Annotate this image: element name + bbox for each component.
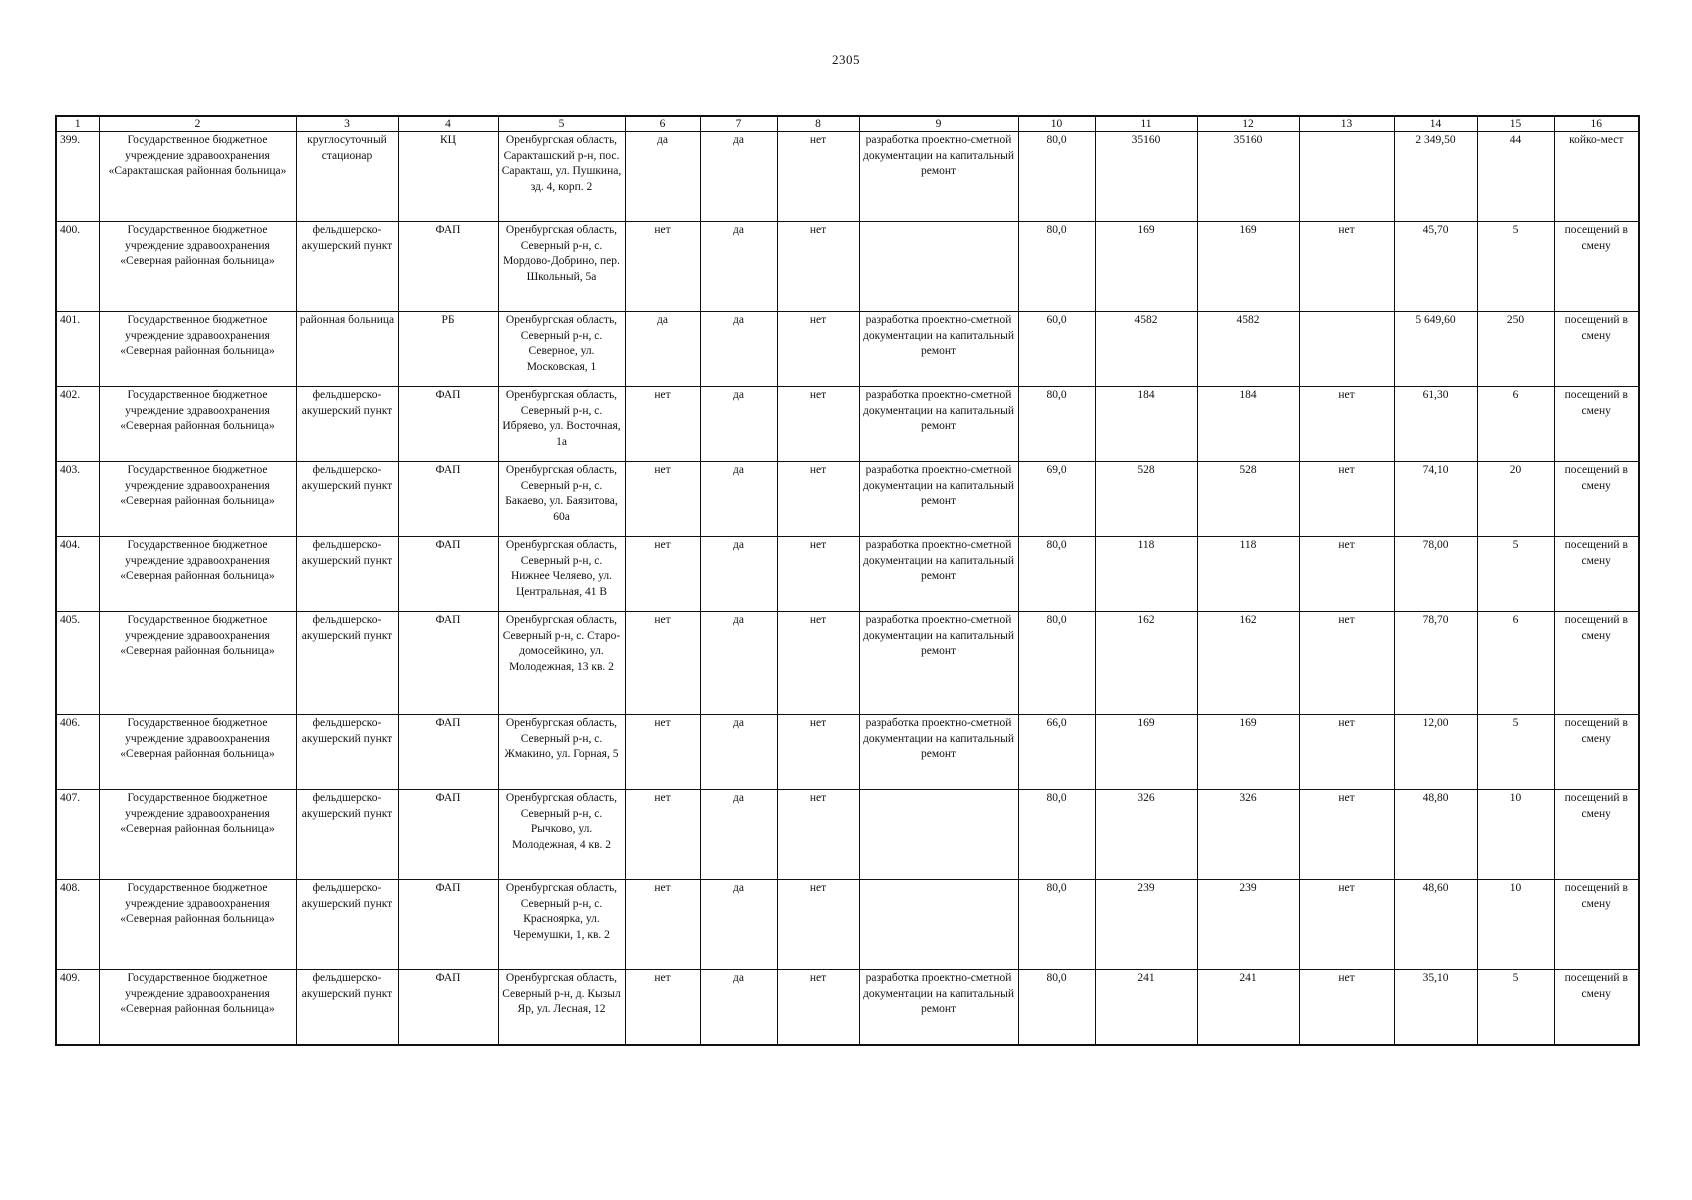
- cell-col12: 528: [1197, 462, 1299, 537]
- cell-col15: 5: [1477, 970, 1554, 1045]
- header-row: [56, 116, 1639, 132]
- row-number: 408.: [56, 880, 99, 970]
- capacity-unit: посещений в смену: [1554, 537, 1639, 612]
- organization-name: Государственное бюджетное учреждение здравоохранения «Северная районная больница»: [99, 222, 296, 312]
- facilities-table: [55, 115, 1640, 1046]
- facility-address: Оренбургская область, Саракташский р-н, пос. Саракташ, ул. Пушкина, зд. 4, корп. 2: [498, 132, 625, 222]
- table-row: [56, 222, 1639, 312]
- cell-col14: 35,10: [1394, 970, 1477, 1045]
- cell-col11: 162: [1095, 612, 1197, 715]
- cell-col7: да: [700, 462, 777, 537]
- cell-col15: 10: [1477, 880, 1554, 970]
- column-header: 13: [1299, 116, 1394, 132]
- column-header: 3: [296, 116, 398, 132]
- table-row: [56, 462, 1639, 537]
- row-number: 409.: [56, 970, 99, 1045]
- row-number: 400.: [56, 222, 99, 312]
- facility-address: Оренбургская область, Северный р-н, с. Жмакино, ул. Горная, 5: [498, 715, 625, 790]
- organization-name: Государственное бюджетное учреждение здравоохранения «Северная районная больница»: [99, 790, 296, 880]
- cell-col11: 241: [1095, 970, 1197, 1045]
- facility-kind: фельдшерско-акушерский пункт: [296, 222, 398, 312]
- cell-col7: да: [700, 222, 777, 312]
- cell-col7: да: [700, 612, 777, 715]
- cell-col11: 326: [1095, 790, 1197, 880]
- column-header: 6: [625, 116, 700, 132]
- facility-address: Оренбургская область, Северный р-н, с. Северное, ул. Московская, 1: [498, 312, 625, 387]
- facility-address: Оренбургская область, Северный р-н, с. Старо-домосейкино, ул. Молодежная, 13 кв. 2: [498, 612, 625, 715]
- cell-col15: 44: [1477, 132, 1554, 222]
- cell-col10: 80,0: [1018, 612, 1095, 715]
- cell-col6: да: [625, 312, 700, 387]
- cell-col7: да: [700, 537, 777, 612]
- table-row: [56, 537, 1639, 612]
- cell-col11: 169: [1095, 715, 1197, 790]
- row-number: 404.: [56, 537, 99, 612]
- facility-address: Оренбургская область, Северный р-н, с. Нижнее Челяево, ул. Центральная, 41 В: [498, 537, 625, 612]
- facility-code: ФАП: [398, 387, 498, 462]
- facility-code: ФАП: [398, 880, 498, 970]
- facility-address: Оренбургская область, Северный р-н, д. Кызыл Яр, ул. Лесная, 12: [498, 970, 625, 1045]
- cell-col14: 48,60: [1394, 880, 1477, 970]
- cell-col12: 184: [1197, 387, 1299, 462]
- cell-col14: 78,00: [1394, 537, 1477, 612]
- capacity-unit: посещений в смену: [1554, 612, 1639, 715]
- facility-code: ФАП: [398, 715, 498, 790]
- capacity-unit: посещений в смену: [1554, 790, 1639, 880]
- planned-work: [859, 880, 1018, 970]
- cell-col15: 5: [1477, 222, 1554, 312]
- cell-col10: 66,0: [1018, 715, 1095, 790]
- cell-col13: нет: [1299, 222, 1394, 312]
- cell-col6: нет: [625, 462, 700, 537]
- cell-col7: да: [700, 312, 777, 387]
- cell-col11: 4582: [1095, 312, 1197, 387]
- cell-col15: 6: [1477, 387, 1554, 462]
- cell-col12: 35160: [1197, 132, 1299, 222]
- cell-col10: 80,0: [1018, 880, 1095, 970]
- cell-col15: 5: [1477, 715, 1554, 790]
- cell-col15: 250: [1477, 312, 1554, 387]
- cell-col11: 239: [1095, 880, 1197, 970]
- planned-work: [859, 222, 1018, 312]
- planned-work: разработка проектно-сметной документации на капитальный ремонт: [859, 462, 1018, 537]
- organization-name: Государственное бюджетное учреждение здравоохранения «Северная районная больница»: [99, 312, 296, 387]
- planned-work: [859, 790, 1018, 880]
- facility-code: КЦ: [398, 132, 498, 222]
- facility-kind: фельдшерско-акушерский пункт: [296, 880, 398, 970]
- capacity-unit: посещений в смену: [1554, 880, 1639, 970]
- organization-name: Государственное бюджетное учреждение здравоохранения «Северная районная больница»: [99, 970, 296, 1045]
- facility-address: Оренбургская область, Северный р-н, с. Ибряево, ул. Восточная, 1а: [498, 387, 625, 462]
- cell-col6: нет: [625, 537, 700, 612]
- capacity-unit: посещений в смену: [1554, 970, 1639, 1045]
- cell-col12: 169: [1197, 715, 1299, 790]
- facility-kind: круглосуточный стационар: [296, 132, 398, 222]
- cell-col10: 80,0: [1018, 790, 1095, 880]
- column-header: 2: [99, 116, 296, 132]
- cell-col10: 80,0: [1018, 537, 1095, 612]
- facility-code: ФАП: [398, 790, 498, 880]
- facility-kind: фельдшерско-акушерский пункт: [296, 462, 398, 537]
- planned-work: разработка проектно-сметной документации на капитальный ремонт: [859, 970, 1018, 1045]
- capacity-unit: посещений в смену: [1554, 715, 1639, 790]
- column-header: 14: [1394, 116, 1477, 132]
- cell-col8: нет: [777, 222, 859, 312]
- column-header: 8: [777, 116, 859, 132]
- cell-col7: да: [700, 790, 777, 880]
- cell-col12: 118: [1197, 537, 1299, 612]
- cell-col13: [1299, 132, 1394, 222]
- facility-code: РБ: [398, 312, 498, 387]
- cell-col8: нет: [777, 132, 859, 222]
- table-row: [56, 387, 1639, 462]
- row-number: 401.: [56, 312, 99, 387]
- capacity-unit: посещений в смену: [1554, 312, 1639, 387]
- row-number: 403.: [56, 462, 99, 537]
- facility-code: ФАП: [398, 537, 498, 612]
- cell-col13: нет: [1299, 462, 1394, 537]
- column-header: 5: [498, 116, 625, 132]
- column-header: 11: [1095, 116, 1197, 132]
- cell-col14: 74,10: [1394, 462, 1477, 537]
- capacity-unit: посещений в смену: [1554, 462, 1639, 537]
- column-header: 4: [398, 116, 498, 132]
- table-row: [56, 132, 1639, 222]
- cell-col11: 169: [1095, 222, 1197, 312]
- cell-col12: 4582: [1197, 312, 1299, 387]
- cell-col13: нет: [1299, 612, 1394, 715]
- cell-col7: да: [700, 715, 777, 790]
- row-number: 402.: [56, 387, 99, 462]
- planned-work: разработка проектно-сметной документации на капитальный ремонт: [859, 715, 1018, 790]
- cell-col12: 162: [1197, 612, 1299, 715]
- cell-col8: нет: [777, 387, 859, 462]
- cell-col6: нет: [625, 970, 700, 1045]
- cell-col11: 528: [1095, 462, 1197, 537]
- cell-col8: нет: [777, 462, 859, 537]
- row-number: 405.: [56, 612, 99, 715]
- table-row: [56, 970, 1639, 1045]
- cell-col6: нет: [625, 612, 700, 715]
- organization-name: Государственное бюджетное учреждение здравоохранения «Северная районная больница»: [99, 880, 296, 970]
- capacity-unit: койко-мест: [1554, 132, 1639, 222]
- cell-col13: [1299, 312, 1394, 387]
- column-header: 16: [1554, 116, 1639, 132]
- facility-address: Оренбургская область, Северный р-н, с. Красноярка, ул. Черемушки, 1, кв. 2: [498, 880, 625, 970]
- cell-col15: 10: [1477, 790, 1554, 880]
- planned-work: разработка проектно-сметной документации на капитальный ремонт: [859, 387, 1018, 462]
- cell-col14: 2 349,50: [1394, 132, 1477, 222]
- cell-col10: 80,0: [1018, 222, 1095, 312]
- facility-address: Оренбургская область, Северный р-н, с. Мордово-Добрино, пер. Школьный, 5а: [498, 222, 625, 312]
- cell-col13: нет: [1299, 715, 1394, 790]
- organization-name: Государственное бюджетное учреждение здравоохранения «Северная районная больница»: [99, 715, 296, 790]
- cell-col10: 60,0: [1018, 312, 1095, 387]
- cell-col15: 6: [1477, 612, 1554, 715]
- row-number: 406.: [56, 715, 99, 790]
- cell-col14: 5 649,60: [1394, 312, 1477, 387]
- column-header: 7: [700, 116, 777, 132]
- organization-name: Государственное бюджетное учреждение здравоохранения «Северная районная больница»: [99, 612, 296, 715]
- table-row: [56, 790, 1639, 880]
- organization-name: Государственное бюджетное учреждение здравоохранения «Северная районная больница»: [99, 537, 296, 612]
- capacity-unit: посещений в смену: [1554, 387, 1639, 462]
- cell-col8: нет: [777, 715, 859, 790]
- cell-col11: 184: [1095, 387, 1197, 462]
- planned-work: разработка проектно-сметной документации на капитальный ремонт: [859, 312, 1018, 387]
- planned-work: разработка проектно-сметной документации на капитальный ремонт: [859, 132, 1018, 222]
- cell-col13: нет: [1299, 790, 1394, 880]
- cell-col14: 78,70: [1394, 612, 1477, 715]
- planned-work: разработка проектно-сметной документации на капитальный ремонт: [859, 537, 1018, 612]
- facility-code: ФАП: [398, 222, 498, 312]
- facility-kind: фельдшерско-акушерский пункт: [296, 715, 398, 790]
- cell-col6: нет: [625, 790, 700, 880]
- cell-col15: 20: [1477, 462, 1554, 537]
- facility-kind: фельдшерско-акушерский пункт: [296, 612, 398, 715]
- cell-col10: 69,0: [1018, 462, 1095, 537]
- cell-col10: 80,0: [1018, 132, 1095, 222]
- cell-col8: нет: [777, 970, 859, 1045]
- cell-col7: да: [700, 970, 777, 1045]
- cell-col12: 169: [1197, 222, 1299, 312]
- cell-col14: 45,70: [1394, 222, 1477, 312]
- cell-col12: 241: [1197, 970, 1299, 1045]
- column-header: 15: [1477, 116, 1554, 132]
- cell-col8: нет: [777, 790, 859, 880]
- cell-col6: нет: [625, 387, 700, 462]
- table-row: [56, 312, 1639, 387]
- table-row: [56, 715, 1639, 790]
- cell-col13: нет: [1299, 537, 1394, 612]
- facility-address: Оренбургская область, Северный р-н, с. Бакаево, ул. Баязитова, 60а: [498, 462, 625, 537]
- cell-col7: да: [700, 132, 777, 222]
- facility-code: ФАП: [398, 612, 498, 715]
- cell-col11: 118: [1095, 537, 1197, 612]
- cell-col10: 80,0: [1018, 387, 1095, 462]
- row-number: 399.: [56, 132, 99, 222]
- column-header: 10: [1018, 116, 1095, 132]
- cell-col13: нет: [1299, 880, 1394, 970]
- cell-col8: нет: [777, 537, 859, 612]
- cell-col6: нет: [625, 222, 700, 312]
- cell-col14: 61,30: [1394, 387, 1477, 462]
- cell-col6: нет: [625, 880, 700, 970]
- cell-col14: 48,80: [1394, 790, 1477, 880]
- column-header: 1: [56, 116, 99, 132]
- cell-col14: 12,00: [1394, 715, 1477, 790]
- page-number: 2305: [832, 52, 860, 67]
- cell-col11: 35160: [1095, 132, 1197, 222]
- organization-name: Государственное бюджетное учреждение здравоохранения «Саракташская районная больница»: [99, 132, 296, 222]
- facility-kind: фельдшерско-акушерский пункт: [296, 387, 398, 462]
- cell-col8: нет: [777, 612, 859, 715]
- cell-col7: да: [700, 880, 777, 970]
- cell-col10: 80,0: [1018, 970, 1095, 1045]
- cell-col6: да: [625, 132, 700, 222]
- organization-name: Государственное бюджетное учреждение здравоохранения «Северная районная больница»: [99, 387, 296, 462]
- table-row: [56, 880, 1639, 970]
- row-number: 407.: [56, 790, 99, 880]
- capacity-unit: посещений в смену: [1554, 222, 1639, 312]
- cell-col13: нет: [1299, 387, 1394, 462]
- column-header: 9: [859, 116, 1018, 132]
- planned-work: разработка проектно-сметной документации на капитальный ремонт: [859, 612, 1018, 715]
- facility-code: ФАП: [398, 970, 498, 1045]
- cell-col15: 5: [1477, 537, 1554, 612]
- facility-kind: фельдшерско-акушерский пункт: [296, 537, 398, 612]
- cell-col7: да: [700, 387, 777, 462]
- facility-kind: районная больница: [296, 312, 398, 387]
- cell-col6: нет: [625, 715, 700, 790]
- facility-address: Оренбургская область, Северный р-н, с. Рычково, ул. Молодежная, 4 кв. 2: [498, 790, 625, 880]
- cell-col12: 239: [1197, 880, 1299, 970]
- organization-name: Государственное бюджетное учреждение здравоохранения «Северная районная больница»: [99, 462, 296, 537]
- facility-code: ФАП: [398, 462, 498, 537]
- table-row: [56, 612, 1639, 715]
- cell-col8: нет: [777, 312, 859, 387]
- cell-col13: нет: [1299, 970, 1394, 1045]
- facility-kind: фельдшерско-акушерский пункт: [296, 790, 398, 880]
- facility-kind: фельдшерско-акушерский пункт: [296, 970, 398, 1045]
- cell-col12: 326: [1197, 790, 1299, 880]
- column-header: 12: [1197, 116, 1299, 132]
- cell-col8: нет: [777, 880, 859, 970]
